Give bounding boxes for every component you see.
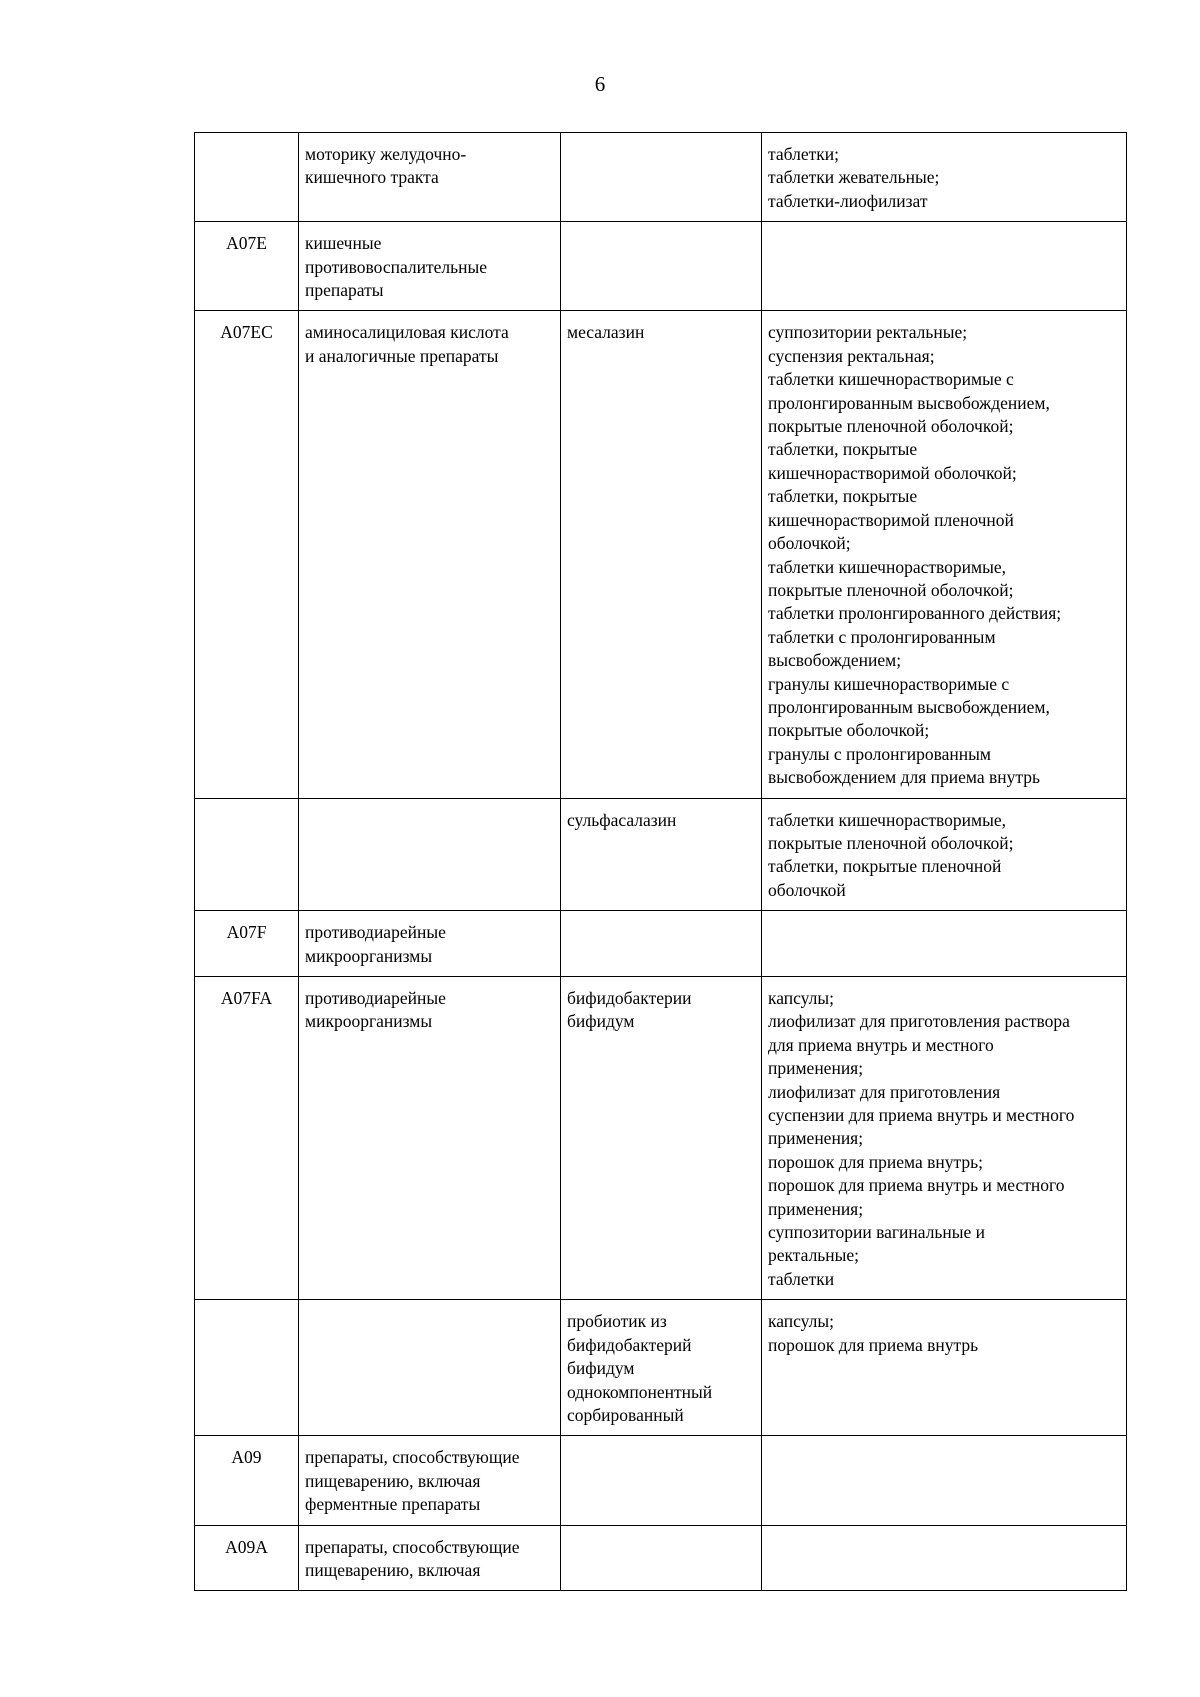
group-text-line: пищеварению, включая <box>305 1470 481 1491</box>
forms-text-line: для приема внутрь и местного <box>768 1034 994 1055</box>
group-text-line: препараты, способствующие <box>305 1447 520 1468</box>
forms-text-line: оболочкой; <box>768 533 851 554</box>
cell-group <box>299 1525 561 1591</box>
forms-text-line: гранулы с пролонгированным <box>768 743 991 764</box>
forms-text-line: суппозитории ректальные; <box>768 322 968 343</box>
forms-text-line: кишечнорастворимой пленочной <box>768 509 1014 530</box>
forms-text-line: применения; <box>768 1058 864 1079</box>
cell-code <box>195 1436 299 1525</box>
group-text-line: и аналогичные препараты <box>305 345 499 366</box>
table-row <box>195 1525 1127 1591</box>
forms-text-line: покрытые оболочкой; <box>768 720 930 741</box>
table-row <box>195 1436 1127 1525</box>
atc-code: A07EC <box>220 322 273 343</box>
cell-forms <box>762 977 1127 1300</box>
forms-text-line: кишечнорастворимой оболочкой; <box>768 462 1017 483</box>
drug-text-line: бифидум <box>567 1358 635 1379</box>
cell-group <box>299 1300 561 1436</box>
table-row <box>195 1300 1127 1436</box>
drug-text-line: сульфасалазин <box>567 809 677 830</box>
forms-text-line: лиофилизат для приготовления <box>768 1081 1001 1102</box>
cell-code <box>195 977 299 1300</box>
table-row <box>195 133 1127 222</box>
forms-text-line: таблетки, покрытые <box>768 486 918 507</box>
cell-forms <box>762 1436 1127 1525</box>
drug-classification-table <box>194 132 1127 1591</box>
group-text-line: ферментные препараты <box>305 1494 481 1515</box>
cell-group <box>299 133 561 222</box>
group-text-line: микроорганизмы <box>305 945 433 966</box>
forms-text-line: таблетки, покрытые <box>768 439 918 460</box>
group-text-line: пищеварению, включая <box>305 1559 481 1580</box>
forms-text-line: покрытые пленочной оболочкой; <box>768 832 1014 853</box>
forms-text-line: покрытые пленочной оболочкой; <box>768 579 1014 600</box>
drug-text-line: бифидобактерий <box>567 1334 692 1355</box>
forms-text-line: высвобождением для приема внутрь <box>768 767 1040 788</box>
table-row <box>195 911 1127 977</box>
cell-forms <box>762 1300 1127 1436</box>
forms-text-line: высвобождением; <box>768 650 902 671</box>
cell-code <box>195 133 299 222</box>
cell-group <box>299 1436 561 1525</box>
forms-text-line: таблетки <box>768 1268 835 1289</box>
forms-text-line: таблетки-лиофилизат <box>768 190 928 211</box>
group-text-line: аминосалициловая кислота <box>305 322 509 343</box>
cell-drug <box>561 311 762 798</box>
forms-text-line: применения; <box>768 1128 864 1149</box>
cell-forms <box>762 222 1127 311</box>
cell-forms <box>762 311 1127 798</box>
cell-code <box>195 1525 299 1591</box>
cell-drug <box>561 222 762 311</box>
forms-text-line: пролонгированным высвобождением, <box>768 696 1050 717</box>
cell-forms <box>762 133 1127 222</box>
group-text-line: противодиарейные <box>305 922 446 943</box>
forms-text-line: гранулы кишечнорастворимые с <box>768 673 1010 694</box>
atc-code: A09 <box>231 1447 262 1468</box>
group-text-line: кишечного тракта <box>305 167 439 188</box>
forms-text-line: капсулы; <box>768 988 835 1008</box>
forms-text-line: оболочкой <box>768 879 846 900</box>
cell-drug <box>561 1525 762 1591</box>
cell-forms <box>762 911 1127 977</box>
cell-code <box>195 911 299 977</box>
group-text-line: препараты, способствующие <box>305 1536 520 1557</box>
forms-text-line: покрытые пленочной оболочкой; <box>768 416 1014 437</box>
forms-text-line: ректальные; <box>768 1245 860 1266</box>
table-row <box>195 222 1127 311</box>
cell-code <box>195 311 299 798</box>
cell-code <box>195 1300 299 1436</box>
cell-code <box>195 798 299 911</box>
forms-text-line: лиофилизат для приготовления раствора <box>768 1011 1070 1032</box>
drug-text-line: пробиотик из <box>567 1311 667 1332</box>
group-text-line: моторику желудочно- <box>305 144 467 164</box>
forms-text-line: суспензии для приема внутрь и местного <box>768 1105 1075 1126</box>
table-body <box>195 133 1127 1591</box>
cell-drug <box>561 133 762 222</box>
table-row <box>195 798 1127 911</box>
forms-text-line: суппозитории вагинальные и <box>768 1222 986 1243</box>
drug-text-line: месалазин <box>567 322 645 343</box>
forms-text-line: таблетки кишечнорастворимые с <box>768 369 1014 390</box>
forms-text-line: таблетки кишечнорастворимые, <box>768 556 1006 577</box>
cell-forms <box>762 1525 1127 1591</box>
atc-code: A07E <box>226 233 267 254</box>
forms-text-line: таблетки; <box>768 144 839 164</box>
atc-code: A07F <box>226 922 267 943</box>
group-text-line: кишечные <box>305 233 382 254</box>
cell-drug <box>561 911 762 977</box>
drug-text-line: сорбированный <box>567 1404 684 1425</box>
table-row <box>195 311 1127 798</box>
forms-text-line: порошок для приема внутрь <box>768 1334 979 1355</box>
forms-text-line: применения; <box>768 1198 864 1219</box>
forms-text-line: суспензия ректальная; <box>768 345 935 366</box>
forms-text-line: капсулы; <box>768 1311 835 1332</box>
forms-text-line: пролонгированным высвобождением, <box>768 392 1050 413</box>
cell-drug <box>561 977 762 1300</box>
group-text-line: противовоспалительные <box>305 256 488 277</box>
cell-group <box>299 977 561 1300</box>
cell-group <box>299 798 561 911</box>
forms-text-line: порошок для приема внутрь; <box>768 1151 983 1172</box>
forms-text-line: порошок для приема внутрь и местного <box>768 1175 1065 1196</box>
group-text-line: препараты <box>305 280 384 301</box>
cell-code <box>195 222 299 311</box>
forms-text-line: таблетки с пролонгированным <box>768 626 996 647</box>
cell-drug <box>561 1300 762 1436</box>
cell-drug <box>561 798 762 911</box>
forms-text-line: таблетки кишечнорастворимые, <box>768 809 1006 830</box>
drug-text-line: бифидобактерии <box>567 988 692 1008</box>
page-number: 6 <box>594 72 606 96</box>
cell-forms <box>762 798 1127 911</box>
cell-group <box>299 911 561 977</box>
drug-text-line: бифидум <box>567 1011 635 1032</box>
forms-text-line: таблетки, покрытые пленочной <box>768 856 1002 877</box>
group-text-line: противодиарейные <box>305 988 446 1008</box>
drug-text-line: однокомпонентный <box>567 1381 713 1402</box>
cell-group <box>299 222 561 311</box>
forms-text-line: таблетки жевательные; <box>768 167 940 188</box>
table-row <box>195 977 1127 1300</box>
cell-group <box>299 311 561 798</box>
group-text-line: микроорганизмы <box>305 1011 433 1032</box>
cell-drug <box>561 1436 762 1525</box>
atc-code: A09A <box>225 1536 268 1557</box>
forms-text-line: таблетки пролонгированного действия; <box>768 603 1062 624</box>
atc-code: A07FA <box>220 988 273 1008</box>
